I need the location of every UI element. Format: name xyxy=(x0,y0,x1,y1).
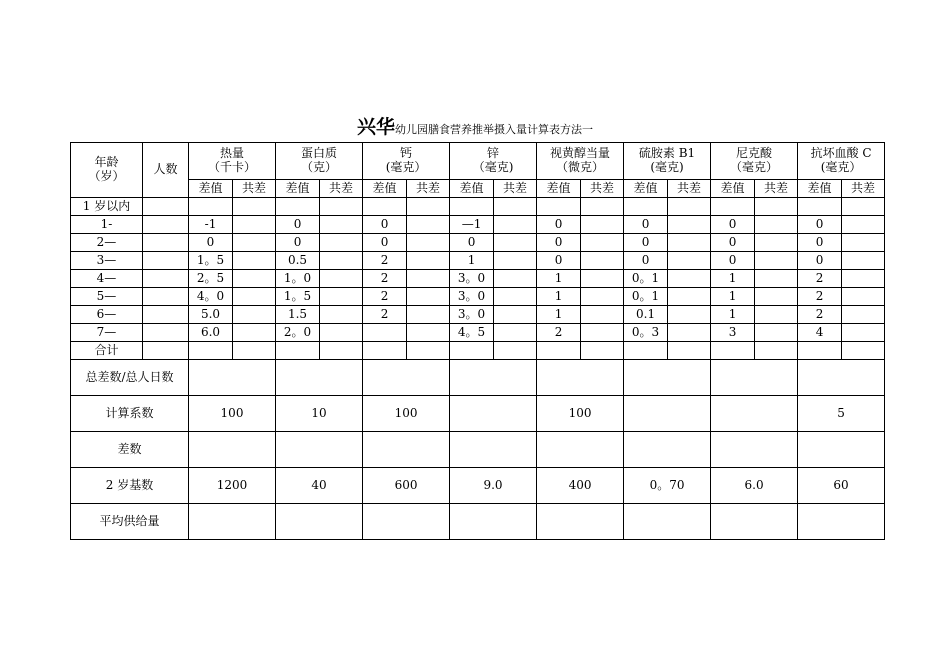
total-diff-cell xyxy=(755,342,798,360)
diff-cell: 1.5 xyxy=(276,306,320,324)
row-age-label: 4— xyxy=(71,270,143,288)
header-nutrient xyxy=(189,143,276,180)
summary-row xyxy=(71,396,885,432)
total-diff-cell xyxy=(668,198,711,216)
diff-cell: 2 xyxy=(363,306,407,324)
total-diff-cell xyxy=(407,198,450,216)
total-diff-cell xyxy=(407,216,450,234)
total-diff-cell xyxy=(755,198,798,216)
diff-cell: —1 xyxy=(450,216,494,234)
subheader-total-diff: 共差 xyxy=(755,180,798,198)
diff-cell: 0 xyxy=(711,216,755,234)
diff-cell: 1 xyxy=(711,288,755,306)
summary-value xyxy=(363,432,450,468)
total-diff-cell xyxy=(755,252,798,270)
total-diff-cell xyxy=(494,270,537,288)
diff-cell: 0 xyxy=(624,216,668,234)
diff-cell: 6.0 xyxy=(189,324,233,342)
diff-cell: 1。5 xyxy=(276,288,320,306)
total-diff-cell xyxy=(755,324,798,342)
summary-row xyxy=(71,468,885,504)
diff-cell xyxy=(363,198,407,216)
summary-label: 总差数/总人日数 xyxy=(71,360,189,396)
total-diff-cell xyxy=(494,342,537,360)
diff-cell: 1 xyxy=(711,270,755,288)
total-diff-cell xyxy=(233,306,276,324)
diff-cell xyxy=(798,342,842,360)
count-cell xyxy=(143,288,189,306)
total-diff-cell xyxy=(842,252,885,270)
subheader-total-diff: 共差 xyxy=(494,180,537,198)
total-diff-cell xyxy=(233,324,276,342)
subheader-diff: 差值 xyxy=(189,180,233,198)
total-diff-cell xyxy=(842,198,885,216)
total-diff-cell xyxy=(581,198,624,216)
summary-row xyxy=(71,504,885,540)
subheader-total-diff: 共差 xyxy=(233,180,276,198)
diff-cell xyxy=(189,342,233,360)
row-age-label: 7— xyxy=(71,324,143,342)
summary-value: 40 xyxy=(276,468,363,504)
header-nutrient xyxy=(537,143,624,180)
nutrient-unit: （毫克) xyxy=(472,160,514,174)
summary-value: 10 xyxy=(276,396,363,432)
table-row xyxy=(71,306,885,324)
summary-value xyxy=(624,504,711,540)
total-diff-cell xyxy=(842,234,885,252)
summary-value: 9.0 xyxy=(450,468,537,504)
total-diff-cell xyxy=(407,288,450,306)
diff-cell: 0 xyxy=(711,234,755,252)
diff-cell: 0 xyxy=(276,216,320,234)
diff-cell: -1 xyxy=(189,216,233,234)
total-diff-cell xyxy=(668,324,711,342)
row-age-label: 1- xyxy=(71,216,143,234)
diff-cell: 2 xyxy=(798,288,842,306)
nutrient-unit: （千卡） xyxy=(208,160,257,174)
total-diff-cell xyxy=(407,324,450,342)
header-nutrient xyxy=(363,143,450,180)
diff-cell xyxy=(276,198,320,216)
header-nutrient xyxy=(450,143,537,180)
total-diff-cell xyxy=(407,306,450,324)
header-age xyxy=(71,143,143,198)
summary-value xyxy=(624,432,711,468)
summary-label: 平均供给量 xyxy=(71,504,189,540)
diff-cell: 0 xyxy=(363,216,407,234)
table-row xyxy=(71,252,885,270)
total-diff-cell xyxy=(320,342,363,360)
total-diff-cell xyxy=(494,216,537,234)
row-age-label: 1 岁以内 xyxy=(71,198,143,216)
subheader-total-diff: 共差 xyxy=(581,180,624,198)
row-age-label: 6— xyxy=(71,306,143,324)
diff-cell: 1 xyxy=(537,270,581,288)
nutrient-name: 抗坏血酸 C xyxy=(810,146,872,161)
diff-cell: 0 xyxy=(798,234,842,252)
total-diff-cell xyxy=(320,306,363,324)
subheader-diff: 差值 xyxy=(798,180,842,198)
count-cell xyxy=(143,342,189,360)
subheader-diff: 差值 xyxy=(276,180,320,198)
diff-cell xyxy=(363,342,407,360)
header-nutrient xyxy=(798,143,885,180)
title-rest: 幼儿园膳食营养推举摄入量计算表方法一 xyxy=(395,123,593,136)
total-diff-cell xyxy=(755,270,798,288)
diff-cell: 1 xyxy=(537,306,581,324)
diff-cell: 0.5 xyxy=(276,252,320,270)
total-diff-cell xyxy=(668,234,711,252)
diff-cell: 1 xyxy=(711,306,755,324)
summary-value: 0。70 xyxy=(624,468,711,504)
count-cell xyxy=(143,306,189,324)
nutrient-name: 锌 xyxy=(487,146,500,161)
total-diff-cell xyxy=(407,252,450,270)
total-diff-cell xyxy=(668,270,711,288)
nutrient-name: 蛋白质 xyxy=(301,146,338,161)
subheader-diff: 差值 xyxy=(711,180,755,198)
nutrient-name: 硫胺素 B1 xyxy=(638,146,696,161)
diff-cell: 2。5 xyxy=(189,270,233,288)
subheader-total-diff: 共差 xyxy=(842,180,885,198)
subheader-diff: 差值 xyxy=(363,180,407,198)
diff-cell: 0。1 xyxy=(624,270,668,288)
diff-cell: 0 xyxy=(537,216,581,234)
total-diff-cell xyxy=(668,288,711,306)
table-row xyxy=(71,288,885,306)
total-diff-cell xyxy=(668,252,711,270)
total-diff-cell xyxy=(842,342,885,360)
total-diff-cell xyxy=(320,234,363,252)
diff-cell: 4。0 xyxy=(189,288,233,306)
diff-cell: 0 xyxy=(189,234,233,252)
subheader-row xyxy=(71,180,885,198)
header-nutrient xyxy=(711,143,798,180)
summary-value: 100 xyxy=(537,396,624,432)
diff-cell: 0 xyxy=(537,252,581,270)
total-diff-cell xyxy=(320,252,363,270)
table-row xyxy=(71,216,885,234)
summary-value xyxy=(711,504,798,540)
diff-cell xyxy=(537,342,581,360)
total-diff-cell xyxy=(320,216,363,234)
total-diff-cell xyxy=(320,288,363,306)
nutrient-unit: （微克） xyxy=(556,160,605,174)
total-diff-cell xyxy=(494,306,537,324)
header-count: 人数 xyxy=(143,143,189,198)
row-age-label: 3— xyxy=(71,252,143,270)
summary-value xyxy=(624,360,711,396)
total-diff-cell xyxy=(755,216,798,234)
diff-cell xyxy=(450,342,494,360)
diff-cell: 0 xyxy=(450,234,494,252)
diff-cell: 2 xyxy=(363,288,407,306)
diff-cell xyxy=(189,198,233,216)
count-cell xyxy=(143,198,189,216)
nutrient-unit: （毫克） xyxy=(730,160,779,174)
total-diff-cell xyxy=(494,288,537,306)
total-diff-cell xyxy=(233,270,276,288)
summary-value xyxy=(450,396,537,432)
total-diff-cell xyxy=(233,288,276,306)
summary-value xyxy=(276,360,363,396)
count-cell xyxy=(143,252,189,270)
subheader-total-diff: 共差 xyxy=(320,180,363,198)
summary-value: 60 xyxy=(798,468,885,504)
table-row xyxy=(71,342,885,360)
diff-cell: 4。5 xyxy=(450,324,494,342)
nutrition-table xyxy=(70,142,885,540)
summary-label: 差数 xyxy=(71,432,189,468)
nutrient-name: 视黄醇当量 xyxy=(550,146,611,161)
total-diff-cell xyxy=(233,252,276,270)
diff-cell xyxy=(450,198,494,216)
diff-cell xyxy=(624,198,668,216)
total-diff-cell xyxy=(233,198,276,216)
diff-cell: 0 xyxy=(798,252,842,270)
total-diff-cell xyxy=(842,216,885,234)
summary-value xyxy=(276,504,363,540)
total-diff-cell xyxy=(494,198,537,216)
header-nutrient xyxy=(624,143,711,180)
diff-cell: 2 xyxy=(363,270,407,288)
summary-value: 6.0 xyxy=(711,468,798,504)
summary-value: 1200 xyxy=(189,468,276,504)
subheader-diff: 差值 xyxy=(450,180,494,198)
table-row xyxy=(71,324,885,342)
total-diff-cell xyxy=(581,234,624,252)
count-cell xyxy=(143,270,189,288)
total-diff-cell xyxy=(407,270,450,288)
summary-value xyxy=(537,504,624,540)
diff-cell: 0.1 xyxy=(624,306,668,324)
total-diff-cell xyxy=(755,234,798,252)
summary-value xyxy=(189,360,276,396)
diff-cell xyxy=(711,342,755,360)
total-diff-cell xyxy=(842,306,885,324)
total-diff-cell xyxy=(581,342,624,360)
row-age-label: 5— xyxy=(71,288,143,306)
subheader-diff: 差值 xyxy=(624,180,668,198)
total-diff-cell xyxy=(842,270,885,288)
summary-value xyxy=(798,504,885,540)
diff-cell: 0 xyxy=(363,234,407,252)
total-diff-cell xyxy=(233,234,276,252)
diff-cell: 2 xyxy=(537,324,581,342)
summary-value xyxy=(450,432,537,468)
total-diff-cell xyxy=(842,324,885,342)
diff-cell xyxy=(276,342,320,360)
diff-cell: 3。0 xyxy=(450,270,494,288)
diff-cell: 2 xyxy=(363,252,407,270)
summary-value xyxy=(537,432,624,468)
total-diff-cell xyxy=(320,270,363,288)
summary-value xyxy=(711,360,798,396)
diff-cell: 1 xyxy=(537,288,581,306)
summary-value: 100 xyxy=(363,396,450,432)
diff-cell: 0。3 xyxy=(624,324,668,342)
nutrient-name: 热量 xyxy=(220,146,245,161)
diff-cell: 4 xyxy=(798,324,842,342)
total-diff-cell xyxy=(581,324,624,342)
diff-cell xyxy=(798,198,842,216)
diff-cell xyxy=(537,198,581,216)
row-age-label: 合计 xyxy=(71,342,143,360)
total-diff-cell xyxy=(494,324,537,342)
total-diff-cell xyxy=(581,216,624,234)
total-diff-cell xyxy=(581,270,624,288)
total-diff-cell xyxy=(668,342,711,360)
summary-label: 2 岁基数 xyxy=(71,468,189,504)
nutrient-unit: (毫克） xyxy=(385,160,427,174)
total-diff-cell xyxy=(233,216,276,234)
diff-cell: 1。5 xyxy=(189,252,233,270)
total-diff-cell xyxy=(668,306,711,324)
subheader-total-diff: 共差 xyxy=(407,180,450,198)
diff-cell: 0 xyxy=(711,252,755,270)
row-age-label: 2— xyxy=(71,234,143,252)
diff-cell: 1。0 xyxy=(276,270,320,288)
summary-value: 400 xyxy=(537,468,624,504)
count-cell xyxy=(143,216,189,234)
nutrient-name: 尼克酸 xyxy=(736,146,773,161)
summary-value xyxy=(276,432,363,468)
diff-cell: 1 xyxy=(450,252,494,270)
count-cell xyxy=(143,234,189,252)
total-diff-cell xyxy=(842,288,885,306)
total-diff-cell xyxy=(320,198,363,216)
diff-cell: 0 xyxy=(537,234,581,252)
summary-value xyxy=(798,432,885,468)
diff-cell xyxy=(363,324,407,342)
total-diff-cell xyxy=(494,234,537,252)
summary-value xyxy=(189,432,276,468)
total-diff-cell xyxy=(755,306,798,324)
summary-value xyxy=(450,504,537,540)
total-diff-cell xyxy=(320,324,363,342)
summary-value xyxy=(537,360,624,396)
nutrient-unit: （克） xyxy=(301,160,338,174)
diff-cell: 0 xyxy=(276,234,320,252)
summary-value xyxy=(189,504,276,540)
summary-value xyxy=(450,360,537,396)
total-diff-cell xyxy=(755,288,798,306)
nutrient-unit: (毫克) xyxy=(650,160,684,174)
total-diff-cell xyxy=(581,306,624,324)
diff-cell: 0 xyxy=(624,252,668,270)
summary-value xyxy=(363,504,450,540)
diff-cell xyxy=(624,342,668,360)
header-nutrient xyxy=(276,143,363,180)
diff-cell: 3。0 xyxy=(450,288,494,306)
total-diff-cell xyxy=(494,252,537,270)
summary-value: 5 xyxy=(798,396,885,432)
nutrient-unit: (毫克） xyxy=(820,160,862,174)
header-age-label: 年龄 xyxy=(94,155,119,170)
diff-cell: 3。0 xyxy=(450,306,494,324)
total-diff-cell xyxy=(407,234,450,252)
total-diff-cell xyxy=(581,288,624,306)
diff-cell: 5.0 xyxy=(189,306,233,324)
summary-value xyxy=(711,432,798,468)
total-diff-cell xyxy=(581,252,624,270)
count-cell xyxy=(143,324,189,342)
diff-cell: 2 xyxy=(798,270,842,288)
summary-row xyxy=(71,360,885,396)
table-row xyxy=(71,234,885,252)
diff-cell: 3 xyxy=(711,324,755,342)
nutrient-name: 钙 xyxy=(400,146,413,161)
table-row xyxy=(71,270,885,288)
subheader-diff: 差值 xyxy=(537,180,581,198)
total-diff-cell xyxy=(407,342,450,360)
summary-value: 100 xyxy=(189,396,276,432)
summary-label: 计算系数 xyxy=(71,396,189,432)
page-title xyxy=(0,112,950,139)
table-row xyxy=(71,198,885,216)
diff-cell: 2。0 xyxy=(276,324,320,342)
diff-cell: 0 xyxy=(798,216,842,234)
diff-cell xyxy=(711,198,755,216)
summary-value: 600 xyxy=(363,468,450,504)
diff-cell: 0 xyxy=(624,234,668,252)
summary-row xyxy=(71,432,885,468)
header-age-unit: （岁） xyxy=(88,169,125,183)
total-diff-cell xyxy=(668,216,711,234)
summary-value xyxy=(624,396,711,432)
total-diff-cell xyxy=(233,342,276,360)
summary-value xyxy=(363,360,450,396)
summary-value xyxy=(711,396,798,432)
subheader-total-diff: 共差 xyxy=(668,180,711,198)
diff-cell: 2 xyxy=(798,306,842,324)
title-bold: 兴华 xyxy=(356,116,395,138)
diff-cell: 0。1 xyxy=(624,288,668,306)
summary-value xyxy=(798,360,885,396)
